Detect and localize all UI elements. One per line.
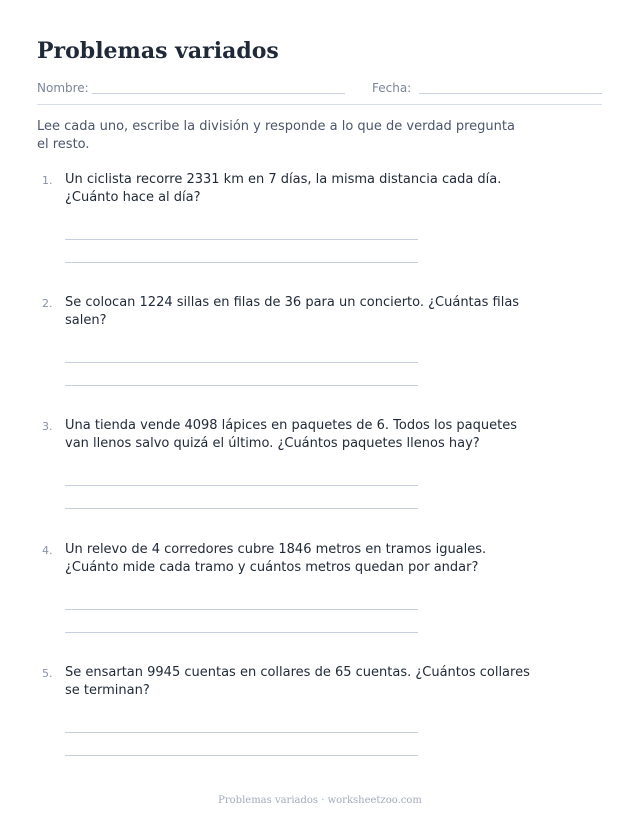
- name-date-row: [37, 80, 602, 96]
- answer-line[interactable]: [65, 262, 418, 263]
- problem-number: 3.: [42, 420, 53, 433]
- name-label: Nombre:: [37, 81, 89, 95]
- answer-line[interactable]: [65, 609, 418, 610]
- problem-number: 5.: [42, 667, 53, 680]
- answer-line[interactable]: [65, 508, 418, 509]
- header-divider: [37, 104, 602, 105]
- answer-line[interactable]: [65, 385, 418, 386]
- answer-line[interactable]: [65, 632, 418, 633]
- problem-number: 2.: [42, 297, 53, 310]
- problem-text: Una tienda vende 4098 lápices en paquetes de 6. Todos los paquetes van llenos salvo quizá el último. ¿Cuántos paquetes llenos hay?: [65, 418, 518, 451]
- problem-text: Se ensartan 9945 cuentas en collares de 65 cuentas. ¿Cuántos collares se terminan?: [65, 665, 530, 698]
- problem-number: 1.: [42, 174, 53, 187]
- page-footer: Problemas variados · worksheetzoo.com: [218, 795, 422, 806]
- answer-line[interactable]: [65, 485, 418, 486]
- problem-text: Un relevo de 4 corredores cubre 1846 metros en tramos iguales. ¿Cuánto mide cada tramo y cuántos metros quedan por andar?: [65, 542, 487, 575]
- instructions: Lee cada uno, escribe la división y responde a lo que de verdad pregunta el resto.: [37, 119, 515, 152]
- name-field[interactable]: [92, 93, 345, 94]
- problem-number: 4.: [42, 544, 53, 557]
- answer-line[interactable]: [65, 732, 418, 733]
- answer-line[interactable]: [65, 362, 418, 363]
- date-label: Fecha:: [372, 81, 412, 95]
- answer-line[interactable]: [65, 239, 418, 240]
- worksheet-title: Problemas variados: [37, 38, 279, 64]
- date-field[interactable]: [419, 93, 602, 94]
- answer-line[interactable]: [65, 755, 418, 756]
- problem-text: Un ciclista recorre 2331 km en 7 días, la misma distancia cada día. ¿Cuánto hace al día?: [65, 172, 502, 205]
- problem-text: Se colocan 1224 sillas en filas de 36 para un concierto. ¿Cuántas filas salen?: [65, 295, 520, 328]
